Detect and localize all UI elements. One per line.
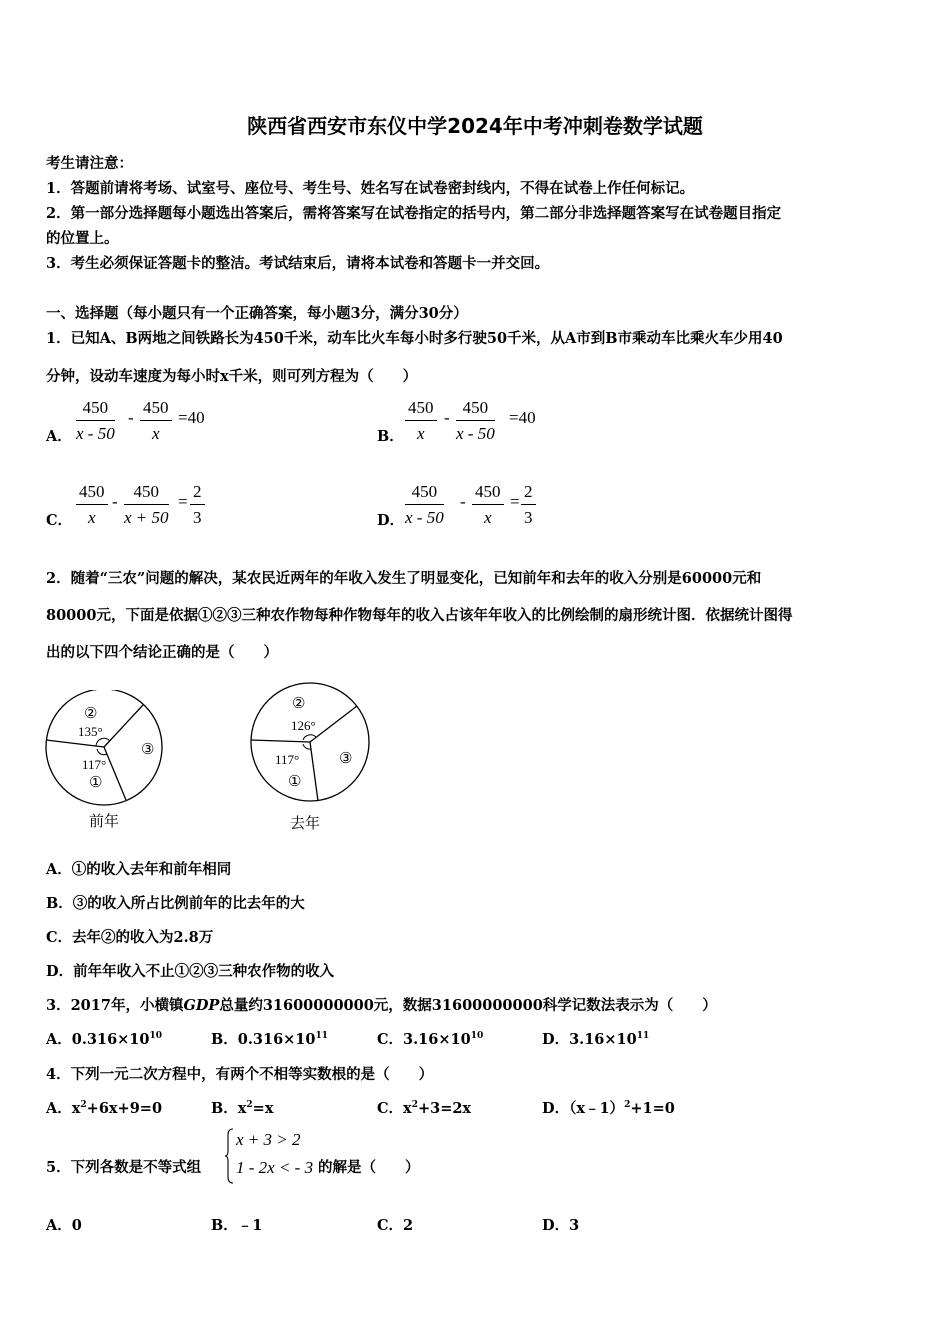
q1-b-rhs: =40 [509,408,536,427]
q2-option-b[interactable]: B．③的收入所占比例前年的比去年的大 [46,895,305,912]
q5-stem-a: 5．下列各数是不等式组 [46,1159,202,1176]
section-heading: 一、选择题（每小题只有一个正确答案，每小题3分，满分30分） [46,305,468,322]
q1-a-minus: - [128,408,134,427]
q1-a-rhs: =40 [178,408,205,427]
q1-a-label: A． [46,428,72,445]
q1-d-fraction-2: $\frac{450}{x}$ [472,482,504,528]
notice-item-2: 2．第一部分选择题每小题选出答案后，需将答案写在试卷指定的括号内，第二部分非选择题答案写在试卷题目指定 [46,205,782,222]
q1-stem-line1: 1．已知A、B两地之间铁路长为450千米，动车比火车每小时多行驶50千米，从A市到B市乘动车比乘火车少用40 [46,330,783,347]
q1-b-label: B． [377,428,404,445]
q1-c-equals: = [178,492,188,511]
pie-chart-last-year [245,682,375,834]
q5-option-b[interactable]: B．﹣1 [211,1217,263,1234]
q1-b-fraction-1: $\frac{450}{x}$ [405,398,437,444]
q1-d-fraction-1: $\frac{450}{x - 50}$ [405,482,444,527]
q5-inequality-2: 1 - 2x < - 3 [236,1158,314,1177]
notice-item-2-cont: 的位置上。 [46,230,119,247]
notice-heading: 考生请注意： [46,155,133,172]
pie1-label-3: ③ [141,742,155,758]
q3-stem: 3．2017年，小横镇GDP总量约31600000000元，数据31600000000科学记数法表示为（ ） [46,997,717,1014]
notice-item-3: 3．考生必须保证答题卡的整洁。考试结束后，请将本试卷和答题卡一并交回。 [46,255,550,272]
pie2-divider-left [251,740,310,742]
q4-option-d[interactable]: D．（x﹣1）$^2$+1=0 [542,1100,675,1117]
q3-option-a[interactable]: A．$0.316\times 10^{10}$ [46,1031,163,1048]
q5-option-a[interactable]: A．0 [46,1217,82,1234]
pie1-divider-bottom [104,747,126,800]
q1-c-fraction-rhs: $\frac{2}{3}$ [190,482,205,528]
q2-stem-line3: 出的以下四个结论正确的是（ ） [46,644,278,661]
notice-item-1: 1．答题前请将考场、试室号、座位号、考生号、姓名写在试卷密封线内，不得在试卷上作任何标记。 [46,180,695,197]
q5-option-d[interactable]: D．3 [542,1217,580,1234]
q3-option-b[interactable]: B．$0.316\times 10^{11}$ [211,1031,329,1048]
q3-option-c[interactable]: C．$3.16\times 10^{10}$ [377,1031,484,1048]
q3-option-d[interactable]: D．$3.16\times 10^{11}$ [542,1031,650,1048]
pie1-divider-left [46,740,104,747]
pie2-label-2: ② [292,696,306,712]
pie2-angle-b: 117° [275,752,300,767]
pie1-label-1: ① [89,775,103,791]
q5-brace-icon [224,1128,234,1184]
pie2-label-3: ③ [339,751,353,767]
q1-b-fraction-2: $\frac{450}{x - 50}$ [456,398,495,443]
pie1-angle-b: 117° [82,757,107,772]
q2-option-d[interactable]: D．前年年收入不止①②③三种农作物的收入 [46,963,335,980]
q1-c-label: C． [46,512,73,529]
pie-chart-previous-year [40,690,170,835]
q4-option-c[interactable]: C．$x^2+3=2x$ [377,1100,472,1117]
q2-option-c[interactable]: C．去年②的收入为2.8万 [46,929,214,946]
q1-a-fraction-2: $\frac{450}{x}$ [140,398,172,444]
pie2-divider-bottom [310,742,318,801]
q2-stem-line1: 2．随着“三农”问题的解决，某农民近两年的年收入发生了明显变化，已知前年和去年的收入分别是60000元和 [46,570,762,587]
q1-d-minus: - [460,492,466,511]
pie1-angle-a: 135° [78,724,103,739]
q2-option-a[interactable]: A．①的收入去年和前年相同 [46,861,232,878]
page-title: 陕西省西安市东仪中学2024年中考冲刺卷数学试题 [247,114,703,138]
q1-a-fraction-1: $\frac{450}{x - 50}$ [76,398,115,443]
q5-option-c[interactable]: C．2 [377,1217,414,1234]
pie2-divider-top [310,706,357,742]
q1-d-equals: = [510,492,520,511]
pie1-label-2: ② [84,706,98,722]
q1-c-fraction-2: $\frac{450}{x + 50}$ [124,482,169,527]
pie1-caption: 前年 [89,814,120,830]
q1-b-minus: - [444,408,450,427]
q2-stem-line2: 80000元，下面是依据①②③三种农作物每种作物每年的收入占该年年收入的比例绘制的扇形统计图．依据统计图得 [46,607,793,624]
q4-option-a[interactable]: A．$x^2+6x+9=0$ [46,1100,163,1117]
q1-stem-line2: 分钟，设动车速度为每小时x千米，则可列方程为（ ） [46,368,418,385]
q1-d-label: D． [377,512,405,529]
pie2-caption: 去年 [290,816,321,832]
q5-stem-b: 的解是（ ） [318,1159,420,1176]
q4-stem: 4．下列一元二次方程中，有两个不相等实数根的是（ ） [46,1066,434,1083]
q4-option-b[interactable]: B．$x^2=x$ [211,1100,274,1117]
q5-inequality-1: x + 3 > 2 [236,1130,301,1149]
q1-c-minus: - [112,492,118,511]
pie2-angle-a: 126° [291,718,316,733]
pie2-label-1: ① [288,774,302,790]
q1-c-fraction-1: $\frac{450}{x}$ [76,482,108,528]
q1-d-fraction-rhs: $\frac{2}{3}$ [521,482,536,528]
